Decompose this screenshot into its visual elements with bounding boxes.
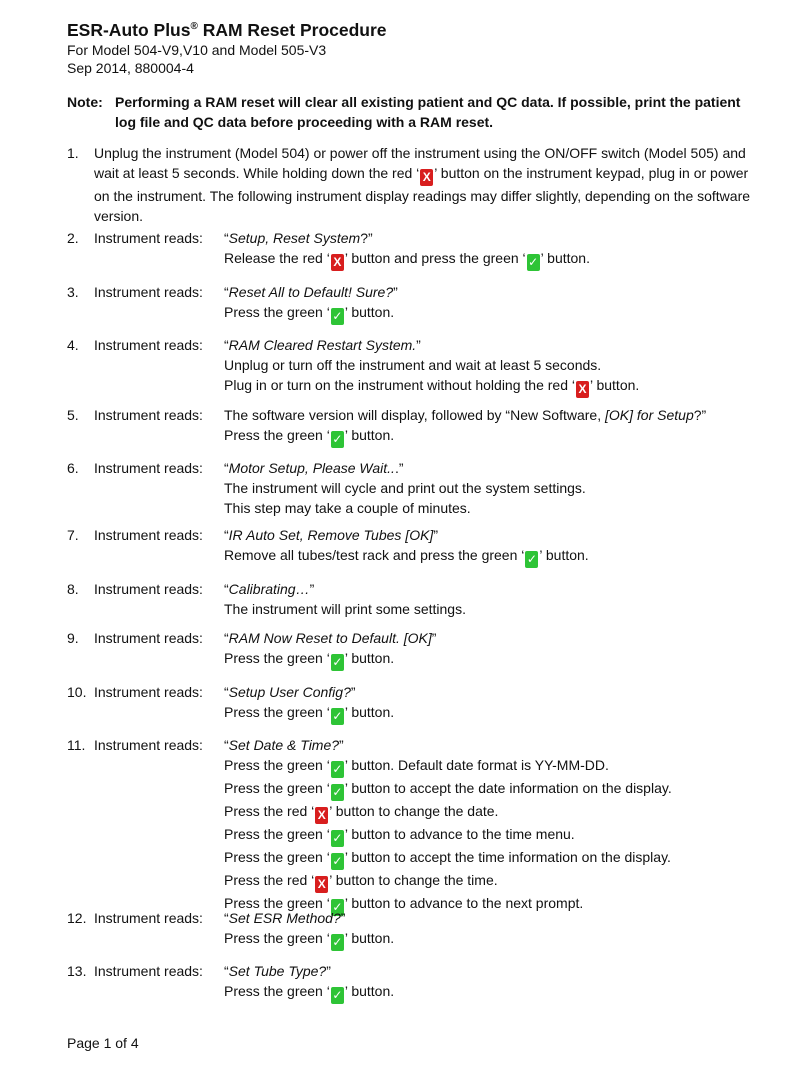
- note-label: Note:: [67, 94, 103, 110]
- step-3: [67, 282, 757, 325]
- step-6: [67, 458, 757, 518]
- step-10: [67, 682, 757, 725]
- red-x-button-icon: X: [420, 169, 433, 186]
- step-number: 11.: [67, 737, 86, 753]
- step-number: 7.: [67, 527, 79, 543]
- step-number: 4.: [67, 337, 79, 353]
- display-reading: “Set ESR Method?”: [224, 910, 346, 926]
- instrument-reads-label: Instrument reads:: [94, 460, 203, 476]
- step-number: 6.: [67, 460, 79, 476]
- instruction: Press the green ‘ ✓ ’ button to advance to the next prompt.: [224, 895, 584, 914]
- instruction: Press the green ‘ ✓ ’ button to accept the time information on the display.: [224, 849, 671, 868]
- display-reading: “Set Date & Time?”: [224, 737, 344, 753]
- instruction: Unplug or turn off the instrument and wait at least 5 seconds.: [224, 357, 602, 373]
- display-reading: “Reset All to Default! Sure?”: [224, 284, 398, 300]
- step-2: [67, 228, 757, 271]
- green-check-button-icon: ✓: [332, 831, 343, 845]
- instrument-reads-label: Instrument reads:: [94, 963, 203, 979]
- green-check-button-icon: ✓: [332, 935, 343, 949]
- step-number: 8.: [67, 581, 79, 597]
- step-number: 2.: [67, 230, 79, 246]
- green-check-button-icon: ✓: [332, 988, 343, 1002]
- green-check-button-icon: ✓: [332, 854, 343, 868]
- display-reading: “Motor Setup, Please Wait...”: [224, 460, 404, 476]
- instrument-reads-label: Instrument reads:: [94, 630, 203, 646]
- model-line: For Model 504-V9,V10 and Model 505-V3: [67, 42, 327, 58]
- instruction: Press the green ‘ ✓ ’ button.: [224, 304, 395, 323]
- instruction: The instrument will cycle and print out the system settings.: [224, 480, 586, 496]
- green-check-button-icon: ✓: [332, 655, 343, 669]
- display-reading: “Setup, Reset System?”: [224, 230, 373, 246]
- instruction: Press the green ‘ ✓ ’ button.: [224, 930, 395, 949]
- instrument-reads-label: Instrument reads:: [94, 684, 203, 700]
- red-x-button-icon: X: [331, 254, 344, 271]
- green-check-button-icon: ✓: [332, 709, 343, 723]
- step-4: [67, 335, 757, 398]
- note-text: Performing a RAM reset will clear all existing patient and QC data. If possible, print the patient log file and QC data before proceeding with a RAM reset.: [115, 94, 741, 130]
- instruction: Press the red ‘ X ’ button to change the time.: [224, 872, 498, 891]
- display-reading: The software version will display, followed by “New Software, [OK] for Setup?”: [224, 407, 707, 423]
- step-8: [67, 579, 757, 619]
- red-x-button-icon: X: [576, 381, 589, 398]
- step-number: 13.: [67, 963, 87, 979]
- step-text: Unplug the instrument (Model 504) or power off the instrument using the ON/OFF switch (Model 505) and wait at least 5 seconds. While holding down the red ‘ X ’ button on the instrument keypad, plug in or power on the instrument. The following instrument display readings may differ slightly, depending on the software version.: [94, 145, 751, 224]
- step-number: 1.: [67, 145, 79, 161]
- display-reading: “Set Tube Type?”: [224, 963, 331, 979]
- green-check-button-icon: ✓: [332, 309, 343, 323]
- note-block: [67, 92, 757, 132]
- instruction: Press the green ‘ ✓ ’ button.: [224, 704, 395, 723]
- step-1: [67, 143, 757, 226]
- instruction: The instrument will print some settings.: [224, 601, 466, 617]
- step-11: [67, 735, 757, 916]
- registered-mark: ®: [190, 21, 198, 33]
- instrument-reads-label: Instrument reads:: [94, 737, 203, 753]
- display-reading: “RAM Cleared Restart System.”: [224, 337, 421, 353]
- instruction: Release the red ‘ X ’ button and press the green ‘ ✓ ’ button.: [224, 250, 590, 269]
- step-number: 9.: [67, 630, 79, 646]
- step-12: [67, 908, 757, 951]
- title-product: ESR-Auto Plus: [67, 20, 191, 40]
- instruction: Press the green ‘ ✓ ’ button. Default date format is YY-MM-DD.: [224, 757, 609, 776]
- step-number: 5.: [67, 407, 79, 423]
- instruction: Press the green ‘ ✓ ’ button to advance to the time menu.: [224, 826, 575, 845]
- instrument-reads-label: Instrument reads:: [94, 581, 203, 597]
- red-x-button-icon: X: [315, 876, 328, 893]
- red-x-button-icon: X: [315, 807, 328, 824]
- step-13: [67, 961, 757, 1004]
- instruction: Press the green ‘ ✓ ’ button to accept the date information on the display.: [224, 780, 672, 799]
- step-number: 12.: [67, 910, 87, 926]
- display-reading: “IR Auto Set, Remove Tubes [OK]”: [224, 527, 438, 543]
- step-number: 10.: [67, 684, 87, 700]
- instruction: Press the green ‘ ✓ ’ button.: [224, 983, 395, 1002]
- instrument-reads-label: Instrument reads:: [94, 910, 203, 926]
- instruction: Remove all tubes/test rack and press the green ‘ ✓ ’ button.: [224, 547, 589, 566]
- green-check-button-icon: ✓: [528, 255, 539, 269]
- instruction: Press the red ‘ X ’ button to change the date.: [224, 803, 499, 822]
- green-check-button-icon: ✓: [526, 552, 537, 566]
- page-number: Page 1 of 4: [67, 1035, 139, 1051]
- step-7: [67, 525, 757, 568]
- title-rest: RAM Reset Procedure: [197, 20, 387, 40]
- instrument-reads-label: Instrument reads:: [94, 230, 203, 246]
- instruction: Press the green ‘ ✓ ’ button.: [224, 650, 395, 669]
- green-check-button-icon: ✓: [332, 900, 343, 914]
- document-title: [67, 20, 387, 41]
- step-9: [67, 628, 757, 671]
- display-reading: “RAM Now Reset to Default. [OK]”: [224, 630, 437, 646]
- instrument-reads-label: Instrument reads:: [94, 407, 203, 423]
- instrument-reads-label: Instrument reads:: [94, 284, 203, 300]
- date-line: Sep 2014, 880004-4: [67, 60, 194, 76]
- instruction: Press the green ‘ ✓ ’ button.: [224, 427, 395, 446]
- display-reading: “Calibrating…”: [224, 581, 315, 597]
- instruction: Plug in or turn on the instrument without holding the red ‘ X ’ button.: [224, 377, 640, 396]
- instrument-reads-label: Instrument reads:: [94, 337, 203, 353]
- green-check-button-icon: ✓: [332, 762, 343, 776]
- instruction: This step may take a couple of minutes.: [224, 500, 471, 516]
- step-number: 3.: [67, 284, 79, 300]
- display-reading: “Setup User Config?”: [224, 684, 356, 700]
- green-check-button-icon: ✓: [332, 785, 343, 799]
- step-5: [67, 405, 757, 448]
- green-check-button-icon: ✓: [332, 432, 343, 446]
- instrument-reads-label: Instrument reads:: [94, 527, 203, 543]
